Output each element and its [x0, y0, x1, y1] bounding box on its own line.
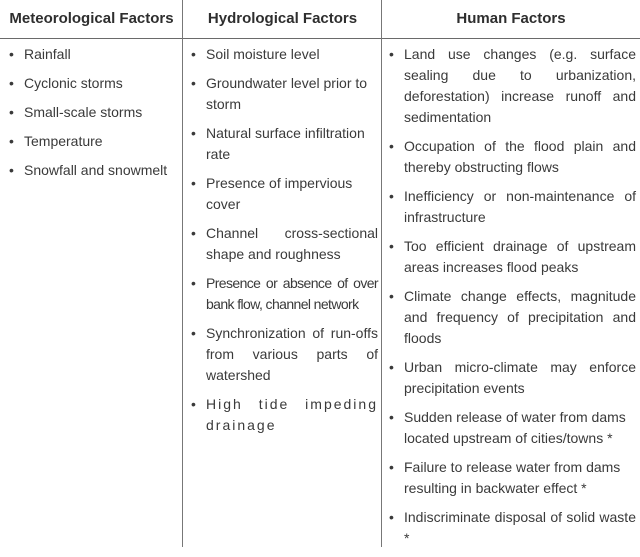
list-item: • Presence of impervious cover: [191, 175, 353, 212]
human-list: [386, 44, 636, 549]
meteorological-column: [6, 38, 178, 189]
meteorological-list: [6, 44, 178, 181]
list-item: • Urban micro-climate may enforce precipitation events: [389, 359, 636, 396]
hydrological-column: [188, 38, 378, 444]
hydrological-list: [188, 44, 378, 436]
list-item: • Rainfall: [9, 46, 71, 62]
list-item: • Snowfall and snowmelt: [9, 162, 168, 178]
header-hydrological: Hydrological Factors: [207, 10, 358, 27]
header-human: Human Factors: [456, 10, 566, 27]
list-item: • Temperature: [9, 133, 103, 149]
list-item: • Groundwater level prior to storm: [191, 75, 368, 112]
list-item: • Natural surface infiltration rate: [191, 125, 365, 162]
list-item: • Cyclonic storms: [9, 75, 123, 91]
header-meteorological: Meteorological Factors: [9, 10, 174, 27]
list-item: • Sudden release of water from dams located upstream of cities/towns *: [389, 409, 626, 446]
column-divider: [381, 0, 382, 547]
list-item: • Inefficiency or non-maintenance of infrastructure: [389, 188, 636, 225]
header-row: [0, 0, 640, 39]
list-item: • High tide impeding drainage: [191, 396, 378, 433]
column-divider: [182, 0, 183, 547]
list-item: • Indiscriminate disposal of solid waste *: [389, 509, 636, 546]
human-column: [386, 38, 636, 557]
list-item: • Climate change effects, magnitude and frequency of precipitation and floods: [389, 288, 636, 346]
list-item: • Occupation of the flood plain and thereby obstructing flows: [389, 138, 636, 175]
list-item: • Channel cross-sectional shape and roughness: [191, 225, 378, 262]
list-item: • Too efficient drainage of upstream areas increases flood peaks: [389, 238, 636, 275]
list-item: • Failure to release water from dams resulting in backwater effect *: [389, 459, 621, 496]
list-item: • Presence or absence of over bank flow, channel network: [191, 275, 378, 312]
list-item: • Synchronization of run-offs from various parts of watershed: [191, 325, 378, 383]
list-item: • Land use changes (e.g. surface sealing due to urbanization, deforestation) increase runoff and sedimentation: [389, 46, 636, 125]
list-item: • Soil moisture level: [191, 46, 320, 62]
list-item: • Small-scale storms: [9, 104, 143, 120]
